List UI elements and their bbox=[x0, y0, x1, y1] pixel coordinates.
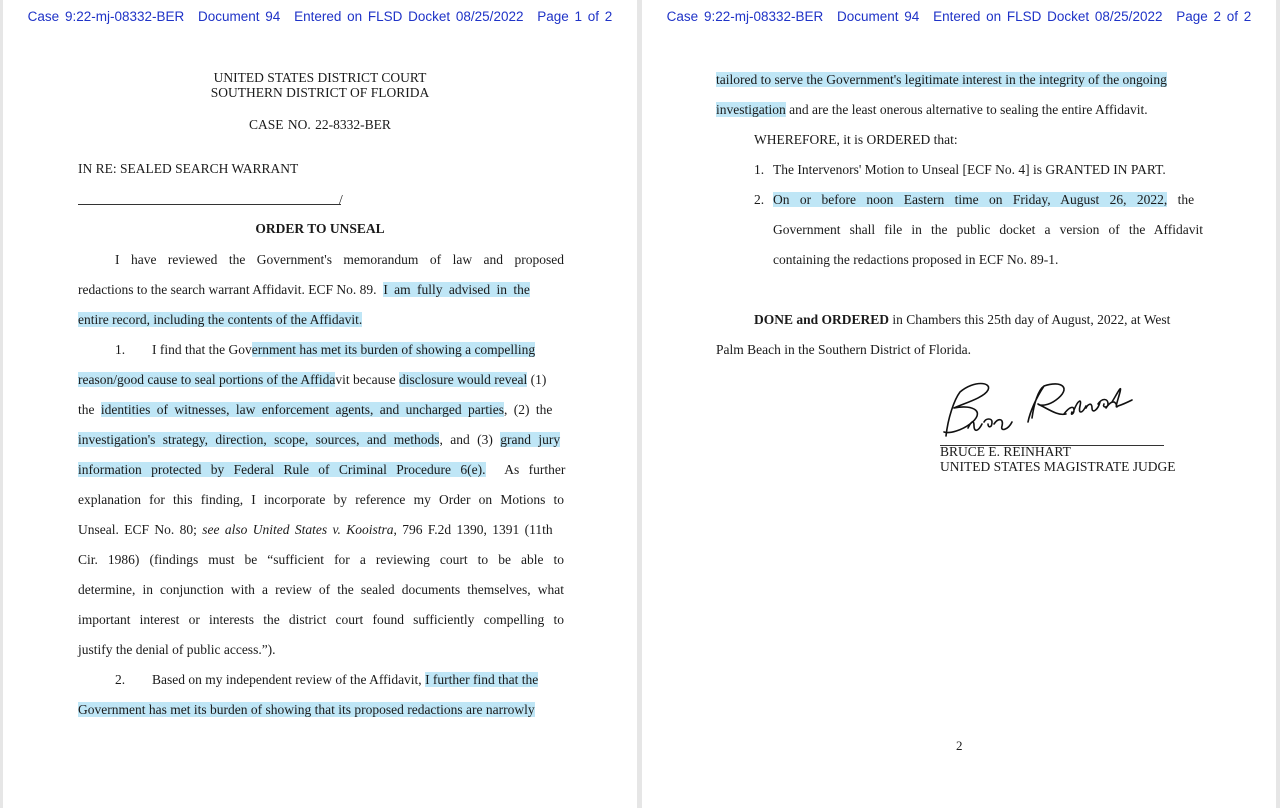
document-page-1 bbox=[3, 0, 637, 808]
highlight: investigation's strategy, direction, scope, sources, and methods bbox=[78, 432, 440, 447]
body-line: information protected by Federal Rule of Criminal Procedure 6(e). As further bbox=[78, 462, 566, 477]
highlight: information protected by Federal Rule of Criminal Procedure 6(e). bbox=[78, 462, 486, 477]
body-line: the identities of witnesses, law enforcement agents, and uncharged parties, (2) the bbox=[78, 402, 553, 417]
docket-header bbox=[3, 9, 637, 24]
court-line-1: UNITED STATES DISTRICT COURT bbox=[213, 70, 427, 85]
header-entered: Entered on FLSD Docket 08/25/2022 bbox=[933, 9, 1163, 24]
page-footer-number: 2 bbox=[956, 738, 963, 753]
order-item: On or before noon Eastern time on Friday, August 26, 2022, the bbox=[773, 192, 1195, 207]
body-line: explanation for this finding, I incorporate by reference my Order on Motions to bbox=[78, 492, 564, 507]
highlight: identities of witnesses, law enforcement agents, and uncharged parties bbox=[100, 402, 505, 417]
body-line: determine, in conjunction with a review of the sealed documents themselves, what bbox=[78, 582, 564, 597]
body-line: reason/good cause to seal portions of the Affidavit because disclosure would reveal (1) bbox=[78, 372, 547, 387]
body-line: redactions to the search warrant Affidavit. ECF No. 89. I am fully advised in the bbox=[78, 282, 530, 297]
highlight: investigation bbox=[716, 102, 786, 117]
header-case: Case 9:22-mj-08332-BER bbox=[666, 9, 824, 24]
paragraph-number: 2. bbox=[115, 672, 126, 687]
in-re-caption: IN RE: SEALED SEARCH WARRANT bbox=[78, 161, 299, 176]
caption-rule bbox=[78, 204, 341, 205]
header-page-number: Page 1 of 2 bbox=[537, 9, 613, 24]
highlight: entire record, including the contents of the Affidavit. bbox=[78, 312, 363, 327]
item-number: 2. bbox=[754, 192, 765, 207]
body-line bbox=[78, 700, 535, 720]
highlight: grand jury bbox=[500, 432, 561, 447]
order-item: The Intervenors' Motion to Unseal [ECF No. 4] is GRANTED IN PART. bbox=[773, 162, 1166, 177]
item-number: 1. bbox=[754, 162, 765, 177]
body-line bbox=[716, 70, 1167, 90]
case-number: CASE NO. 22-8332-BER bbox=[249, 117, 391, 132]
judge-title: UNITED STATES MAGISTRATE JUDGE bbox=[940, 459, 1176, 474]
order-item: containing the redactions proposed in ECF No. 89-1. bbox=[773, 252, 1059, 267]
body-line: I find that the Government has met its burden of showing a compelling bbox=[152, 342, 536, 357]
done-ordered-line: DONE and ORDERED in Chambers this 25th day of August, 2022, at West bbox=[754, 312, 1171, 327]
body-line: important interest or interests the district court found sufficiently compelling to bbox=[78, 612, 564, 627]
body-line: investigation's strategy, direction, scope, sources, and methods, and (3) grand jury bbox=[78, 432, 561, 447]
judge-signature bbox=[940, 378, 1140, 444]
order-item: Government shall file in the public docket a version of the Affidavit bbox=[773, 222, 1203, 237]
paragraph-number: 1. bbox=[115, 342, 126, 357]
highlight: disclosure would reveal bbox=[399, 372, 528, 387]
highlight: I am fully advised in the bbox=[383, 282, 530, 297]
header-document: Document 94 bbox=[837, 9, 920, 24]
header-entered: Entered on FLSD Docket 08/25/2022 bbox=[294, 9, 524, 24]
highlight: I further find that the bbox=[425, 672, 539, 687]
body-line: Unseal. ECF No. 80; see also United States v. Kooistra, 796 F.2d 1390, 1391 (11th bbox=[78, 522, 553, 537]
body-line: justify the denial of public access.”). bbox=[78, 642, 276, 657]
judge-name: BRUCE E. REINHART bbox=[940, 444, 1071, 459]
wherefore-line: WHEREFORE, it is ORDERED that: bbox=[754, 132, 958, 147]
court-name bbox=[3, 70, 637, 100]
court-line-2: SOUTHERN DISTRICT OF FLORIDA bbox=[210, 85, 430, 100]
citation: see also United States v. Kooistra bbox=[202, 522, 394, 537]
highlight: reason/good cause to seal portions of the Affida bbox=[78, 372, 336, 387]
body-line: Based on my independent review of the Affidavit, I further find that the bbox=[152, 672, 539, 687]
judge-block bbox=[940, 444, 1176, 474]
body-line: Palm Beach in the Southern District of Florida. bbox=[716, 342, 971, 357]
highlight: tailored to serve the Government's legitimate interest in the integrity of the ongoing bbox=[716, 72, 1167, 87]
body-line: I have reviewed the Government's memorandum of law and proposed bbox=[115, 252, 564, 267]
header-case: Case 9:22-mj-08332-BER bbox=[27, 9, 185, 24]
header-document: Document 94 bbox=[198, 9, 281, 24]
document-page-2 bbox=[642, 0, 1276, 808]
body-line bbox=[78, 310, 362, 330]
highlight: On or before noon Eastern time on Friday, August 26, 2022, bbox=[773, 192, 1168, 207]
docket-header bbox=[642, 9, 1276, 24]
highlight: Government has met its burden of showing that its proposed redactions are narrowly bbox=[78, 702, 535, 717]
body-line: investigation and are the least onerous alternative to sealing the entire Affidavit. bbox=[716, 102, 1148, 117]
order-title: ORDER TO UNSEAL bbox=[255, 221, 385, 236]
highlight: ernment has met its burden of showing a compelling bbox=[251, 342, 536, 357]
header-page-number: Page 2 of 2 bbox=[1176, 9, 1252, 24]
body-line: Cir. 1986) (findings must be “sufficient for a reviewing court to be able to bbox=[78, 552, 564, 567]
caption-slash: / bbox=[339, 192, 343, 207]
